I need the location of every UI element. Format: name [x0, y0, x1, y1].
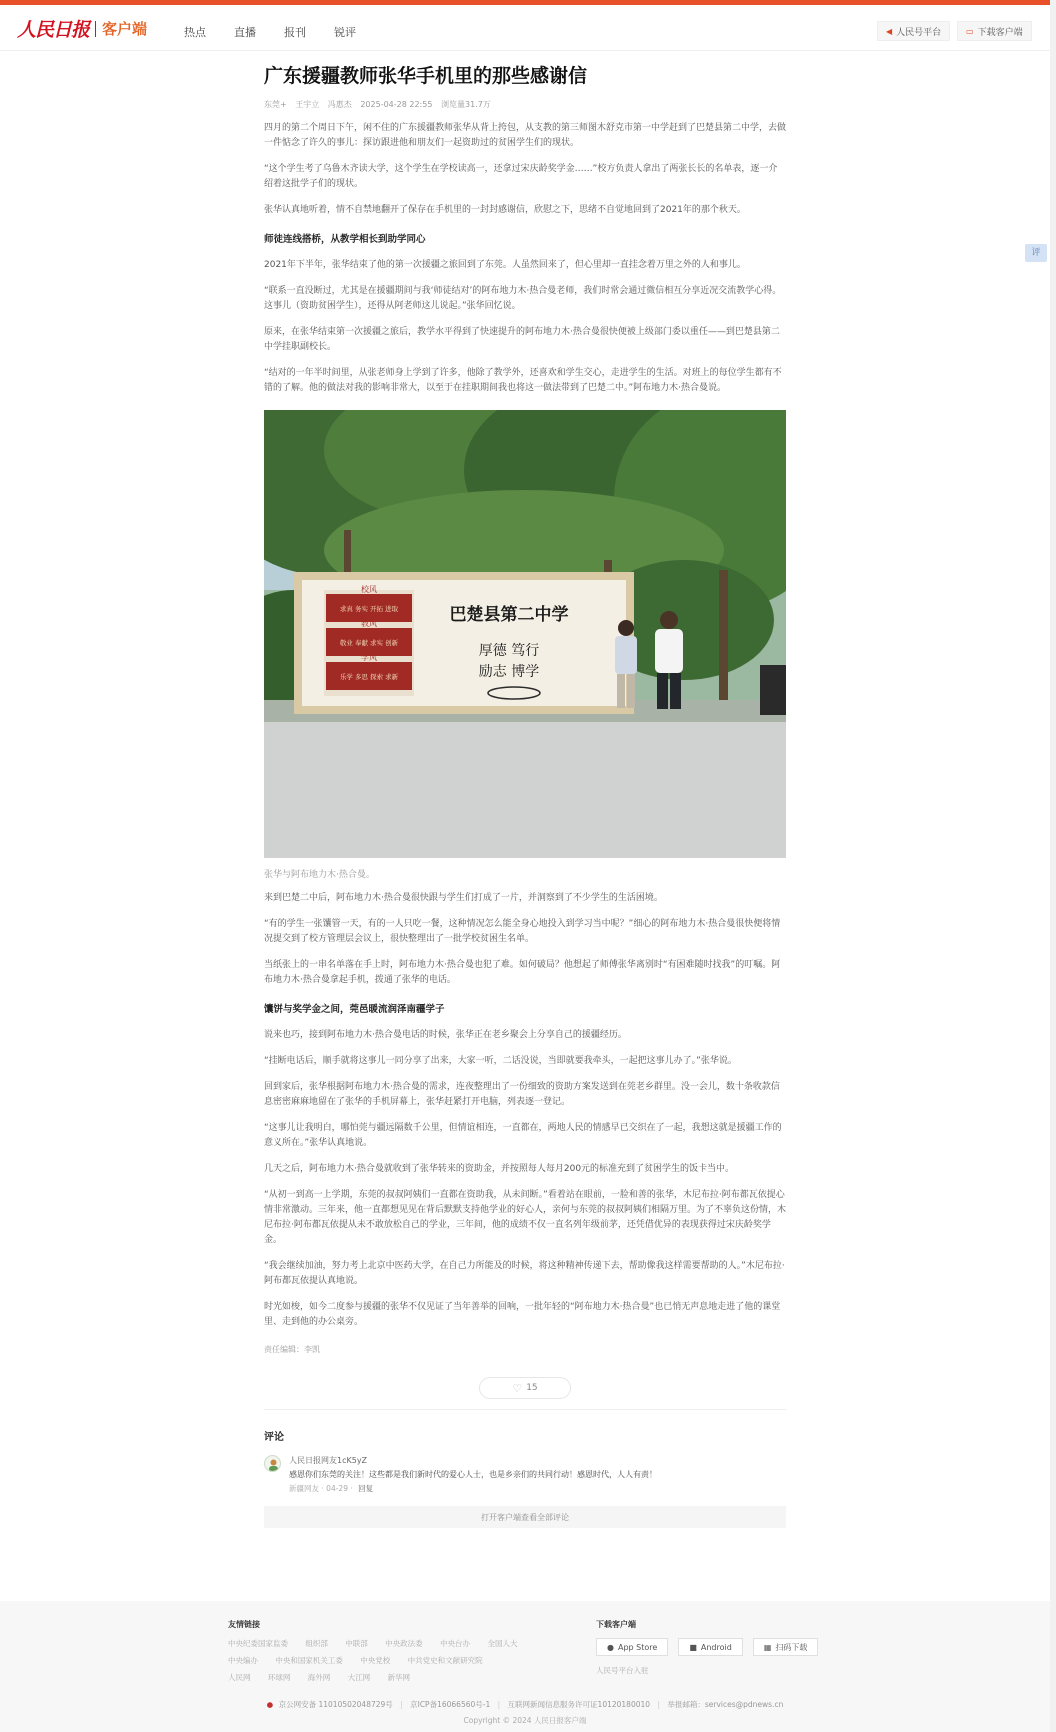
paragraph: “结对的一年半时间里，从张老师身上学到了许多，他除了教学外，还喜欢和学生交心，走进学生的生活。对班上的每位学生都有不错的了解。他的做法对我的影响非常大，以至于在挂职期间我也将这一做法带到了巴楚二中。”阿布地力木·热合曼说。 — [264, 368, 782, 393]
friend-link[interactable]: 中央和国家机关工委 — [275, 1656, 343, 1665]
article-title: 广东援疆教师张华手机里的那些感谢信 — [264, 65, 588, 87]
logo-mark: 人民日报 — [17, 19, 90, 41]
comment-body — [289, 1455, 657, 1494]
friend-link[interactable]: 中央编办 — [228, 1656, 258, 1665]
download-app-button[interactable] — [957, 21, 1032, 41]
main-nav — [184, 24, 384, 40]
friend-link[interactable]: 组织部 — [305, 1639, 328, 1648]
site-header — [0, 5, 1056, 51]
megaphone-icon: ◀ — [886, 26, 893, 36]
friend-links-title: 友情链接 — [228, 1620, 260, 1629]
friend-links-row — [228, 1672, 588, 1683]
avatar[interactable] — [264, 1455, 281, 1472]
app-store-label: App Store — [617, 1642, 658, 1652]
article-source[interactable]: 东莞+ — [264, 100, 287, 109]
friend-link[interactable]: 中央政法委 — [385, 1639, 423, 1648]
paragraph: 来到巴楚二中后，阿布地力木·热合曼很快跟与学生们打成了一片，并洞察到了不少学生的生活困境。 — [264, 893, 663, 903]
heart-icon: ♡ — [512, 1381, 523, 1395]
paragraph: “我会继续加油，努力考上北京中医药大学，在自己力所能及的时候，将这种精神传递下去，帮助像我这样需要帮助的人。”木尼布拉·阿布都瓦依提认真地说。 — [264, 1261, 785, 1286]
paragraph: 2021年下半年，张华结束了他的第一次援疆之旅回到了东莞。人虽然回来了，但心里却一直挂念着万里之外的人和事儿。 — [264, 260, 746, 270]
comment-float-button[interactable]: 评 — [1025, 244, 1047, 262]
paragraph: 回到家后，张华根据阿布地力木·热合曼的需求，连夜整理出了一份细致的资助方案发送到在莞老乡群里。没一会儿，数十条收款信息密密麻麻地留在了张华的手机屏幕上，张华赶紧打开电脑，列表逐一登记。 — [264, 1082, 780, 1107]
scrollbar[interactable] — [1050, 0, 1056, 1732]
friend-link[interactable]: 大江网 — [347, 1673, 371, 1682]
photo-school-motto: 励志 博学 — [478, 664, 540, 680]
paragraph: 原来，在张华结束第一次援疆之旅后，教学水平得到了快速提升的阿布地力木·热合曼很快便被上级部门委以重任——到巴楚县第二中学挂职副校长。 — [264, 327, 780, 352]
friend-link[interactable]: 中央纪委国家监委 — [228, 1639, 288, 1648]
paragraph: 张华认真地听着，情不自禁地翻开了保存在手机里的一封封感谢信，欣慰之下，思绪不自觉地回到了2021年的那个秋天。 — [264, 205, 746, 215]
article-views: 浏览量31.7万 — [440, 100, 491, 109]
friend-link[interactable]: 中央党校 — [360, 1656, 391, 1665]
comment-time: 04-29 — [326, 1484, 348, 1493]
friend-links-row — [228, 1638, 588, 1649]
article-time: 2025-04-28 22:55 — [360, 100, 433, 109]
article-photo[interactable] — [264, 410, 786, 858]
comment-meta: 新疆网友 · 04-29 · 回复 — [289, 1484, 374, 1493]
paragraph: “这事儿让我明白，哪怕莞与疆远隔数千公里，但情谊相连，一直都在，两地人民的情感早已交织在了一起，我想这就是援疆工作的意义所在。”张华认真地说。 — [264, 1123, 782, 1148]
qr-download-label: 扫码下载 — [775, 1642, 808, 1652]
article-meta — [264, 99, 786, 110]
android-button[interactable] — [678, 1638, 743, 1656]
photo-school-name: 巴楚县第二中学 — [449, 605, 569, 625]
nav-item-live[interactable]: 直播 — [234, 26, 256, 39]
reply-link[interactable]: 回复 — [358, 1484, 374, 1493]
footer-license: 互联网新闻信息服务许可证10120180010 — [507, 1700, 651, 1709]
android-label: Android — [700, 1642, 732, 1652]
police-emblem-icon: ● — [266, 1700, 274, 1709]
paragraph: “从初一到高一上学期，东莞的叔叔阿姨们一直都在资助我，从未间断。”看着站在眼前，一脸和善的张华，木尼布拉·阿布都瓦依提心情非常激动。三年来，他一直都想见见在背后默默支持他学业的好心人，亲何与东莞的叔叔阿姨们相隔万里。为了不辜负这份情，木尼布拉·阿布都瓦依提从未不敢放松自己的学业，三年间，他的成绩不仅一直名列年级前茅，还凭借优异的表现获得过宋庆龄奖学金。 — [264, 1190, 787, 1245]
paragraph: “这个学生考了乌鲁木齐读大学，这个学生在学校读高一，还拿过宋庆龄奖学金……”校方负责人拿出了两张长长的名单表，逐一介绍着这批学子们的现状。 — [264, 164, 778, 189]
comment-item — [264, 1455, 786, 1494]
platform-button[interactable] — [877, 21, 950, 41]
like-count: 15 — [526, 1383, 538, 1393]
friend-link[interactable]: 环球网 — [267, 1673, 291, 1682]
android-icon: ■ — [689, 1642, 697, 1652]
comment-location: 新疆网友 — [289, 1484, 319, 1493]
photo-board-label: 校风 — [361, 585, 377, 594]
article-editor-name: 冯惠杰 — [327, 100, 352, 109]
paragraph: “有的学生一张馕管一天，有的一人只吃一餐，这种情况怎么能全身心地投入到学习当中呢？”细心的阿布地力木·热合曼很快便将情况提交到了校方管理层会议上，很快整理出了一批学校贫困生名单。 — [264, 919, 781, 944]
download-title: 下载客户端 — [596, 1620, 636, 1629]
friend-link[interactable]: 中共党史和文献研究院 — [407, 1656, 483, 1665]
download-section — [596, 1619, 828, 1676]
footer-copyright: Copyright © 2024 人民日报客户端 — [463, 1716, 587, 1725]
responsible-editor: 责任编辑：李凯 — [264, 1345, 320, 1354]
section-heading: 馕饼与奖学金之间，莞邑暖流润泽南疆学子 — [264, 1004, 445, 1015]
photo-board-text: 求真 务实 开拓 进取 — [339, 605, 399, 613]
footer-icp[interactable]: 京公网安备 11010502048729号 — [278, 1700, 393, 1709]
section-heading: 师徒连线搭桥，从教学相长到助学同心 — [264, 234, 426, 245]
photo-caption: 张华与阿布地力木·热合曼。 — [264, 870, 375, 880]
paragraph: “联系一直没断过，尤其是在援疆期间与我‘师徒结对’的阿布地力木·热合曼老师，我们时常会通过微信相互分享近况交流教学心得。这事儿（资助贫困学生），还得从阿老师这儿说起。”张华回忆说。 — [264, 286, 782, 311]
friend-link[interactable]: 中联部 — [345, 1639, 368, 1648]
friend-links — [228, 1619, 588, 1689]
paragraph: 时光如梭，如今二度参与援疆的张华不仅见证了当年善举的回响，一批年轻的“阿布地力木·热合曼”也已悄无声息地走进了他的课堂里、走到他的办公桌旁。 — [264, 1302, 781, 1327]
article-author: 王宇立 — [295, 100, 320, 109]
download-app-label: 下载客户端 — [977, 27, 1023, 38]
paragraph: “挂断电话后，顺手就将这事儿一同分享了出来，大家一听，二话没说，当即就要我牵头，一起把这事儿办了。”张华说。 — [264, 1056, 737, 1066]
footer-email: 举报邮箱：services@pdnews.cn — [667, 1700, 784, 1709]
app-store-button[interactable] — [596, 1638, 668, 1656]
photo-board-label: 教风 — [361, 619, 377, 628]
friend-link[interactable]: 新华网 — [387, 1673, 411, 1682]
open-all-comments-button[interactable]: 打开客户端查看全部评论 — [264, 1506, 786, 1528]
comment-username[interactable]: 人民日报网友1cK5yZ — [289, 1456, 368, 1465]
nav-item-papers[interactable]: 报刊 — [284, 26, 306, 39]
photo-board-text: 敬业 奉献 求实 创新 — [339, 639, 399, 647]
friend-link[interactable]: 海外网 — [307, 1673, 331, 1682]
comment-text: 感恩你们东莞的关注！这些都是我们新时代的爱心人士，也是乡亲们的共同行动！感恩时代，人人有责！ — [289, 1470, 657, 1479]
nav-item-hot[interactable]: 热点 — [184, 26, 206, 39]
like-button[interactable] — [479, 1377, 571, 1399]
apple-icon: ● — [607, 1642, 614, 1652]
platform-button-label: 人民号平台 — [896, 27, 942, 38]
paragraph: 几天之后，阿布地力木·热合曼就收到了张华转来的资助金，并按照每人每月200元的标准充到了贫困学生的饭卡当中。 — [264, 1164, 735, 1174]
download-buttons — [596, 1638, 828, 1656]
photo-school-motto: 厚德 笃行 — [478, 643, 540, 659]
footer-icp2[interactable]: 京ICP备16066560号-1 — [410, 1700, 491, 1709]
divider — [264, 1409, 786, 1410]
nav-item-commentary[interactable]: 锐评 — [334, 26, 356, 39]
photo-board-text: 乐学 多思 探索 求新 — [339, 673, 399, 681]
paragraph: 当纸张上的一串名单落在手上时，阿布地力木·热合曼也犯了难。如何破局？他想起了师傅张华离别时“有困难随时找我”的叮嘱。阿布地力木·热合曼拿起手机，拨通了张华的电话。 — [264, 960, 781, 985]
qr-code-icon: ▦ — [763, 1642, 772, 1652]
friend-link[interactable]: 人民网 — [228, 1673, 251, 1682]
friend-link[interactable]: 中央台办 — [440, 1639, 471, 1648]
logo-text: 客户端 — [102, 20, 148, 38]
join-platform-link[interactable]: 人民号平台入驻 — [596, 1666, 649, 1675]
comments-title: 评论 — [264, 1432, 284, 1443]
friend-link[interactable]: 全国人大 — [487, 1639, 518, 1648]
photo-board-label: 学风 — [361, 653, 377, 662]
paragraph: 四月的第二个周日下午，闲不住的广东援疆教师张华从背上挎包，从支教的第三师图木舒克市第一中学赶到了巴楚县第二中学，去做一件惦念了许久的事儿：探访跟进他和朋友们一起资助过的贫困学生们的现状。 — [264, 123, 787, 148]
site-footer — [0, 1601, 1050, 1732]
footer-license-bar: ● 京公网安备 11010502048729号 | 京ICP备16066560号-1 | 互联网新闻信息服务许可证10120180010 | 举报邮箱：services@pdnews.cn — [266, 1700, 784, 1709]
logo-divider — [95, 21, 96, 37]
qr-download-button[interactable] — [753, 1638, 819, 1656]
friend-links-row — [228, 1655, 588, 1666]
site-logo[interactable] — [17, 15, 147, 42]
article — [264, 62, 786, 1528]
phone-icon: ▭ — [966, 26, 974, 36]
paragraph: 说来也巧，接到阿布地力木·热合曼电话的时候，张华正在老乡聚会上分享自己的援疆经历。 — [264, 1030, 627, 1040]
